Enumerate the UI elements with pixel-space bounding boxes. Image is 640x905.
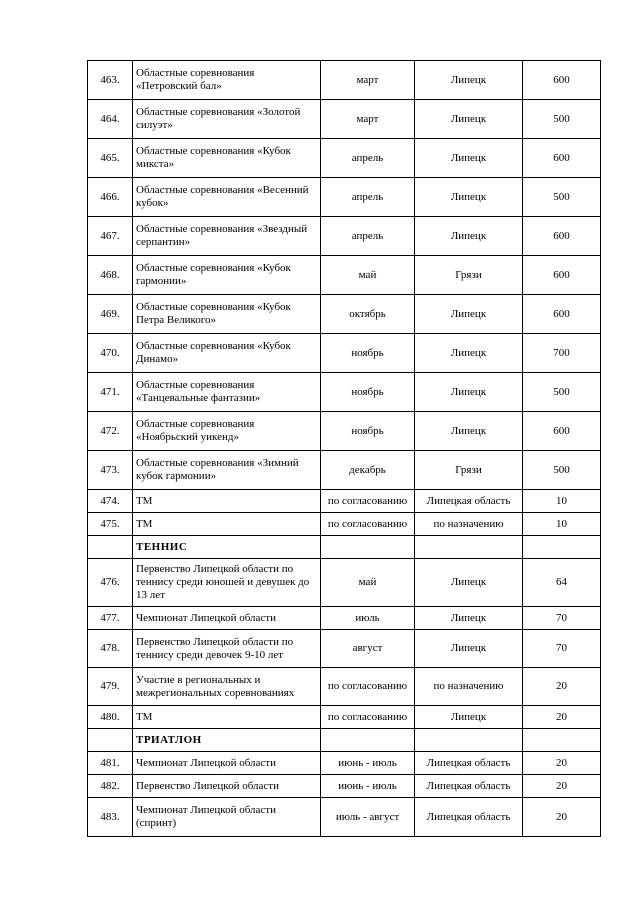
event-place: по назначению — [415, 513, 523, 536]
participant-count: 70 — [523, 630, 601, 668]
event-place: Липецк — [415, 100, 523, 139]
row-number: 464. — [88, 100, 133, 139]
participant-count: 10 — [523, 490, 601, 513]
event-place — [415, 729, 523, 752]
participant-count: 500 — [523, 373, 601, 412]
event-name: Областные соревнования «Ноябрьский уикенд» — [133, 412, 321, 451]
event-date: по согласованию — [321, 668, 415, 706]
row-number: 481. — [88, 752, 133, 775]
table-body — [88, 61, 601, 837]
table-row — [88, 607, 601, 630]
table-row — [88, 451, 601, 490]
section-row — [88, 536, 601, 559]
row-number — [88, 729, 133, 752]
event-date: июль — [321, 607, 415, 630]
event-date: март — [321, 61, 415, 100]
event-name: Чемпионат Липецкой области — [133, 607, 321, 630]
row-number: 483. — [88, 798, 133, 837]
row-number: 469. — [88, 295, 133, 334]
row-number: 468. — [88, 256, 133, 295]
event-date: июнь - июль — [321, 752, 415, 775]
row-number — [88, 536, 133, 559]
table-row — [88, 295, 601, 334]
row-number: 471. — [88, 373, 133, 412]
event-name: Чемпионат Липецкой области (спринт) — [133, 798, 321, 837]
row-number: 482. — [88, 775, 133, 798]
event-name: Областные соревнования «Кубок микста» — [133, 139, 321, 178]
event-date: декабрь — [321, 451, 415, 490]
event-place: Липецк — [415, 178, 523, 217]
event-date: по согласованию — [321, 706, 415, 729]
participant-count: 20 — [523, 752, 601, 775]
event-date: ноябрь — [321, 373, 415, 412]
table-row — [88, 668, 601, 706]
event-date: май — [321, 559, 415, 607]
row-number: 463. — [88, 61, 133, 100]
table-row — [88, 178, 601, 217]
participant-count: 600 — [523, 217, 601, 256]
event-place — [415, 536, 523, 559]
event-place: Грязи — [415, 256, 523, 295]
event-name: Областные соревнования «Золотой силуэт» — [133, 100, 321, 139]
participant-count: 20 — [523, 706, 601, 729]
table-row — [88, 256, 601, 295]
section-title: ТРИАТЛОН — [133, 729, 321, 752]
row-number: 478. — [88, 630, 133, 668]
participant-count: 64 — [523, 559, 601, 607]
event-place: Липецк — [415, 373, 523, 412]
participant-count: 10 — [523, 513, 601, 536]
event-date: апрель — [321, 139, 415, 178]
event-place: Липецк — [415, 607, 523, 630]
section-title: ТЕННИС — [133, 536, 321, 559]
row-number: 475. — [88, 513, 133, 536]
row-number: 467. — [88, 217, 133, 256]
table-row — [88, 334, 601, 373]
table-row — [88, 412, 601, 451]
table-row — [88, 752, 601, 775]
event-name: Областные соревнования «Танцевальные фантазии» — [133, 373, 321, 412]
event-date — [321, 729, 415, 752]
event-name: ТМ — [133, 706, 321, 729]
competitions-table — [87, 60, 601, 837]
event-date: май — [321, 256, 415, 295]
participant-count: 700 — [523, 334, 601, 373]
row-number: 477. — [88, 607, 133, 630]
event-date: июнь - июль — [321, 775, 415, 798]
event-name: Областные соревнования «Петровский бал» — [133, 61, 321, 100]
event-date: март — [321, 100, 415, 139]
row-number: 476. — [88, 559, 133, 607]
event-place: Липецк — [415, 295, 523, 334]
event-name: Областные соревнования «Кубок Петра Великого» — [133, 295, 321, 334]
table-row — [88, 139, 601, 178]
event-place: Липецкая область — [415, 752, 523, 775]
table-row — [88, 490, 601, 513]
event-name: Областные соревнования «Кубок Динамо» — [133, 334, 321, 373]
event-date — [321, 536, 415, 559]
event-place: Липецк — [415, 559, 523, 607]
event-name: Областные соревнования «Зимний кубок гармонии» — [133, 451, 321, 490]
table-row — [88, 559, 601, 607]
event-place: Липецкая область — [415, 775, 523, 798]
event-name: Областные соревнования «Весенний кубок» — [133, 178, 321, 217]
participant-count: 600 — [523, 139, 601, 178]
section-row — [88, 729, 601, 752]
event-name: Областные соревнования «Звездный серпантин» — [133, 217, 321, 256]
event-date: апрель — [321, 217, 415, 256]
event-date: август — [321, 630, 415, 668]
event-date: по согласованию — [321, 513, 415, 536]
participant-count: 70 — [523, 607, 601, 630]
row-number: 474. — [88, 490, 133, 513]
participant-count: 500 — [523, 451, 601, 490]
event-name: Первенство Липецкой области по теннису среди девочек 9-10 лет — [133, 630, 321, 668]
row-number: 466. — [88, 178, 133, 217]
participant-count — [523, 536, 601, 559]
event-place: Грязи — [415, 451, 523, 490]
event-place: Липецк — [415, 706, 523, 729]
table-row — [88, 706, 601, 729]
table-row — [88, 775, 601, 798]
event-date: по согласованию — [321, 490, 415, 513]
table-row — [88, 217, 601, 256]
participant-count: 500 — [523, 178, 601, 217]
event-date: июль - август — [321, 798, 415, 837]
event-name: ТМ — [133, 513, 321, 536]
event-name: Областные соревнования «Кубок гармонии» — [133, 256, 321, 295]
event-date: ноябрь — [321, 412, 415, 451]
participant-count: 600 — [523, 61, 601, 100]
participant-count: 20 — [523, 798, 601, 837]
row-number: 472. — [88, 412, 133, 451]
row-number: 470. — [88, 334, 133, 373]
event-date: октябрь — [321, 295, 415, 334]
event-name: ТМ — [133, 490, 321, 513]
table-row — [88, 513, 601, 536]
event-name: Первенство Липецкой области — [133, 775, 321, 798]
event-place: Липецкая область — [415, 798, 523, 837]
event-place: Липецкая область — [415, 490, 523, 513]
table-row — [88, 373, 601, 412]
participant-count: 500 — [523, 100, 601, 139]
event-place: Липецк — [415, 139, 523, 178]
event-name: Чемпионат Липецкой области — [133, 752, 321, 775]
row-number: 480. — [88, 706, 133, 729]
participant-count: 600 — [523, 256, 601, 295]
row-number: 473. — [88, 451, 133, 490]
event-name: Участие в региональных и межрегиональных соревнованиях — [133, 668, 321, 706]
participant-count: 600 — [523, 412, 601, 451]
event-place: Липецк — [415, 334, 523, 373]
event-place: Липецк — [415, 412, 523, 451]
row-number: 465. — [88, 139, 133, 178]
event-place: Липецк — [415, 630, 523, 668]
participant-count: 20 — [523, 668, 601, 706]
table-row — [88, 100, 601, 139]
participant-count: 20 — [523, 775, 601, 798]
table-row — [88, 798, 601, 837]
event-place: Липецк — [415, 61, 523, 100]
participant-count — [523, 729, 601, 752]
event-place: Липецк — [415, 217, 523, 256]
event-name: Первенство Липецкой области по теннису среди юношей и девушек до 13 лет — [133, 559, 321, 607]
row-number: 479. — [88, 668, 133, 706]
event-date: ноябрь — [321, 334, 415, 373]
participant-count: 600 — [523, 295, 601, 334]
event-date: апрель — [321, 178, 415, 217]
event-place: по назначению — [415, 668, 523, 706]
table-row — [88, 630, 601, 668]
table-row — [88, 61, 601, 100]
